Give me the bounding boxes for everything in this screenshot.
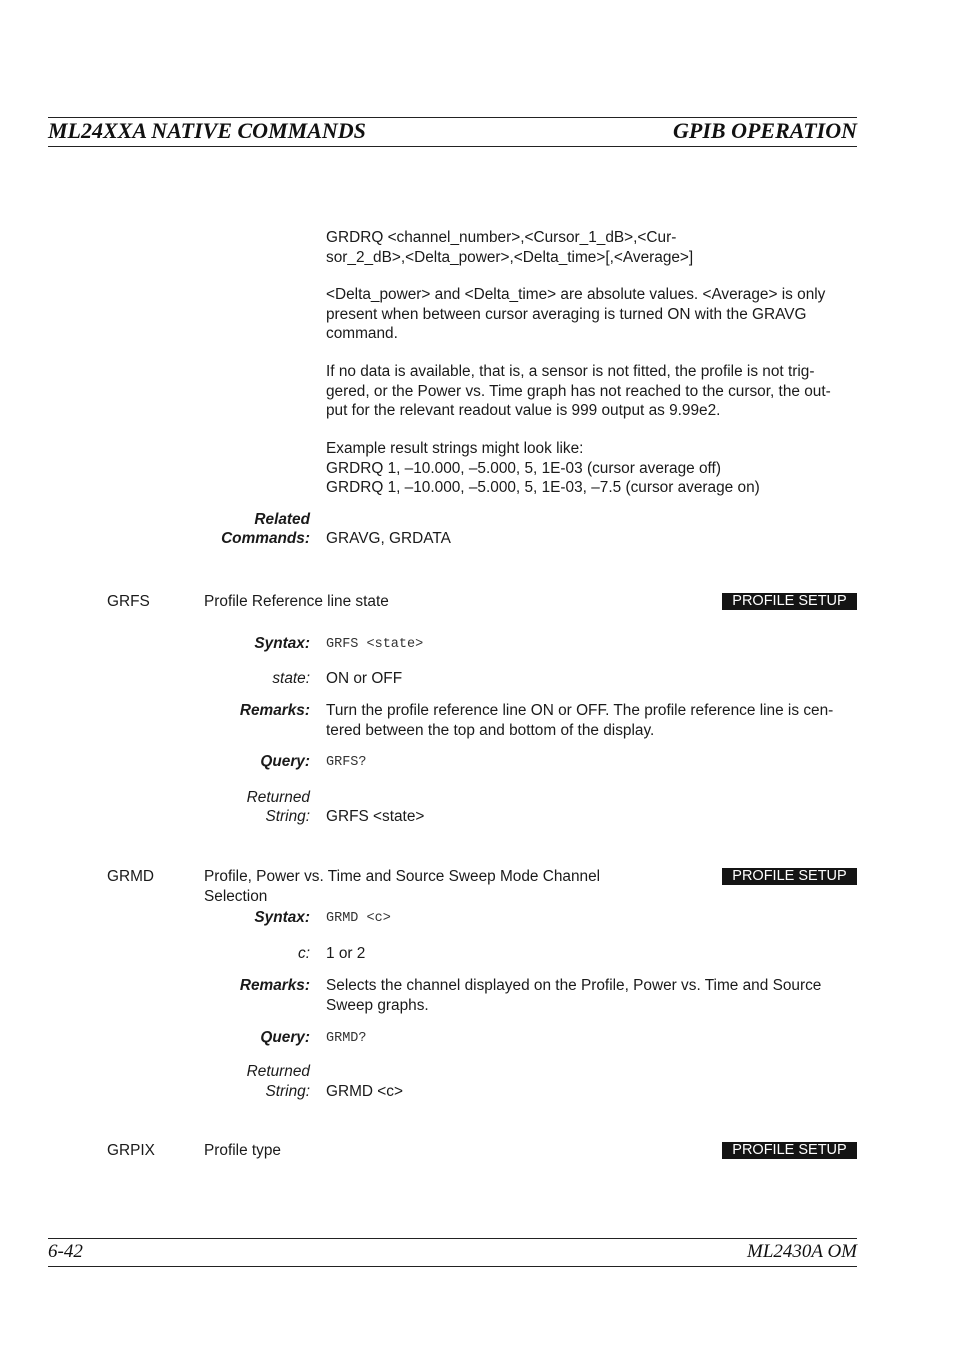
text-line: gered, or the Power vs. Time graph has not reached to the cursor, the out- <box>326 382 831 400</box>
grmd-query-value: GRMD? <box>326 1031 367 1046</box>
text-line: GRDRQ 1, –10.000, –5.000, 5, 1E-03 (cursor average off) <box>326 459 721 477</box>
text-line: present when between cursor averaging is turned ON with the GRAVG <box>326 305 807 323</box>
header-chapter-title: ML24XXA NATIVE COMMANDS <box>48 118 366 143</box>
header-bottom-rule <box>48 146 857 147</box>
grmd-syntax-value: GRMD <c> <box>326 911 391 926</box>
related-commands-label-line2: Commands: <box>221 530 310 547</box>
grpix-menu-badge: PROFILE SETUP <box>722 1142 857 1159</box>
grmd-returned-label-line1: Returned <box>246 1063 310 1080</box>
text-line: If no data is available, that is, a sensor is not fitted, the profile is not trig- <box>326 363 815 380</box>
grpix-description: Profile type <box>204 1142 281 1159</box>
grfs-syntax-value: GRFS <state> <box>326 637 424 652</box>
footer-page-number: 6-42 <box>48 1241 83 1262</box>
grfs-menu-badge: PROFILE SETUP <box>722 593 857 610</box>
grmd-returned-label-line2: String: <box>265 1083 310 1100</box>
text-line: sor_2_dB>,<Delta_power>,<Delta_time>[,<Average>] <box>326 248 694 266</box>
grfs-query-value: GRFS? <box>326 755 367 770</box>
text-line: Example result strings might look like: <box>326 440 584 457</box>
header-section-title: GPIB OPERATION <box>673 118 857 143</box>
text-line: <Delta_power> and <Delta_time> are absolute values. <Average> is only <box>326 286 826 303</box>
grfs-param-value: ON or OFF <box>326 670 403 687</box>
grfs-returned-label-line2: String: <box>265 808 310 825</box>
footer-manual-title: ML2430A OM <box>747 1241 857 1262</box>
grdrq-syntax <box>326 228 858 267</box>
grmd-command-name: GRMD <box>107 868 155 885</box>
related-commands-label-line1: Related <box>254 511 310 528</box>
grfs-param-label: state: <box>272 670 310 687</box>
grmd-returned-value: GRMD <c> <box>326 1083 403 1100</box>
grmd-syntax-label: Syntax: <box>254 909 310 926</box>
grmd-description <box>204 867 600 906</box>
text-line: put for the relevant readout value is 999 output as 9.99e2. <box>326 402 721 419</box>
grfs-query-label: Query: <box>260 753 310 770</box>
grfs-returned-label-line1: Returned <box>246 789 310 806</box>
footer-bottom-rule <box>48 1266 857 1267</box>
text-line: GRDRQ 1, –10.000, –5.000, 5, 1E-03, –7.5 (cursor average on) <box>326 479 760 496</box>
text-line: Selects the channel displayed on the Profile, Power vs. Time and Source <box>326 977 822 994</box>
grmd-param-label: c: <box>298 945 310 962</box>
grmd-remarks-text <box>326 976 858 1015</box>
text-line: Selection <box>204 887 268 905</box>
footer-top-rule <box>48 1238 857 1239</box>
grdrq-paragraph-absolute-values <box>326 285 858 344</box>
grfs-description: Profile Reference line state <box>204 593 389 610</box>
grdrq-paragraph-examples <box>326 439 858 498</box>
grmd-menu-badge: PROFILE SETUP <box>722 868 857 885</box>
text-line: Profile, Power vs. Time and Source Sweep Mode Channel <box>204 868 601 885</box>
grmd-remarks-label: Remarks: <box>239 977 310 994</box>
text-line: GRDRQ <channel_number>,<Cursor_1_dB>,<Cur- <box>326 229 677 246</box>
grpix-command-name: GRPIX <box>107 1142 155 1159</box>
grfs-returned-value: GRFS <state> <box>326 808 425 825</box>
text-line: command. <box>326 325 398 342</box>
grdrq-paragraph-no-data <box>326 362 858 421</box>
grfs-command-name: GRFS <box>107 593 150 610</box>
related-commands-value: GRAVG, GRDATA <box>326 530 451 547</box>
grmd-param-value: 1 or 2 <box>326 945 366 962</box>
text-line: tered between the top and bottom of the display. <box>326 721 655 739</box>
grfs-syntax-label: Syntax: <box>254 635 310 652</box>
grmd-query-label: Query: <box>260 1029 310 1046</box>
grfs-remarks-label: Remarks: <box>239 702 310 719</box>
text-line: Sweep graphs. <box>326 996 429 1014</box>
text-line: Turn the profile reference line ON or OFF. The profile reference line is cen- <box>326 702 834 719</box>
grfs-remarks-text <box>326 701 858 740</box>
